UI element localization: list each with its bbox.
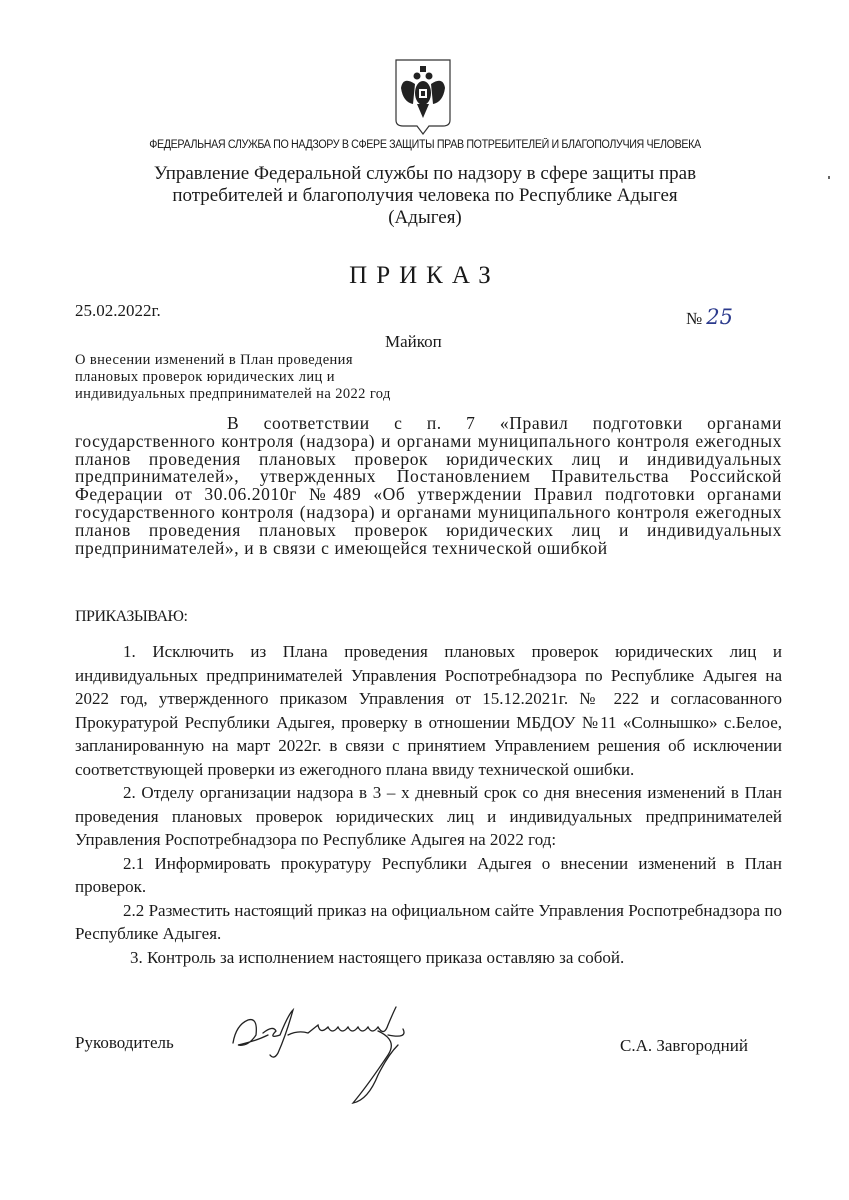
department-line: потребителей и благополучия человека по Республике Адыгея [172, 185, 678, 206]
preamble [75, 415, 782, 557]
order-item: 2. Отделу организации надзора в 3 – х дневный срок со дня внесения изменений в План проведения плановых проверок юридических лиц и индивидуальных предпринимателей Управления Роспотребнадзора по Республике Адыгея на 2022 год: [75, 783, 782, 849]
order-item: 2.1 Информировать прокуратуру Республики Адыгея о внесении изменений в План проверок. [75, 853, 782, 896]
number-label: № [686, 309, 703, 328]
department-line: Управление Федеральной службы по надзору в сфере защиты прав [153, 163, 697, 184]
department-name [60, 163, 790, 229]
order-item: 1. Исключить из Плана проведения плановых проверок юридических лиц и индивидуальных предпринимателей Управления Роспотребнадзора по Республике Адыгея на 2022 год, утвержденного приказом Управления от 15.12.2021г. № 222 и согласованного Прокуратурой Республики Адыгея, проверку в отношении МБДОУ №11 «Солнышко» с.Белое, запланированную на март 2022г. в связи с принятием Управлением решения об исключении соответствующей проверки из ежегодного плана ввиду технической ошибки. [75, 642, 782, 779]
agency-name: ФЕДЕРАЛЬНАЯ СЛУЖБА ПО НАДЗОРУ В СФЕРЕ ЗАЩИТЫ ПРАВ ПОТРЕБИТЕЛЕЙ И БЛАГОПОЛУЧИЯ ЧЕЛОВЕКА [149, 139, 701, 151]
order-item: 3. Контроль за исполнением настоящего приказа оставляю за собой. [130, 947, 625, 967]
city: Майкоп [385, 332, 442, 351]
coat-of-arms-icon [393, 58, 453, 136]
scan-speck [828, 176, 830, 179]
order-item: 2.2 Разместить настоящий приказ на официальном сайте Управления Роспотребнадзора по Республике Адыгея. [75, 900, 782, 943]
order-number [686, 305, 733, 329]
order-subject [75, 352, 391, 403]
order-date: 25.02.2022г. [75, 301, 161, 320]
department-line: (Адыгея) [388, 207, 462, 228]
subject-line: индивидуальных предпринимателей на 2022 год [75, 386, 391, 402]
signature-icon [228, 1005, 478, 1110]
document-title: ПРИКАЗ [349, 262, 500, 289]
subject-line: плановых проверок юридических лиц и [75, 369, 335, 385]
signatory-name: С.А. Завгородний [620, 1036, 748, 1055]
number-value: 25 [706, 305, 733, 329]
order-items [75, 640, 782, 969]
order-directive: ПРИКАЗЫВАЮ: [75, 608, 188, 625]
subject-line: О внесении изменений в План проведения [75, 352, 353, 368]
preamble-text: В соответствии с п. 7 «Правил подготовки органами государственного контроля (надзора) и органами муниципального контроля ежегодных планов проведения плановых проверок юридических лиц и индивидуальных предпринимателей», утвержденных Постановлением Правительства Российской Федерации от 30.06.2010г №489 «Об утверждении Правил подготовки органами государственного контроля (надзора) и органами муниципального контроля ежегодных планов проведения плановых проверок юридических лиц и индивидуальных предпринимателей», и в связи с имеющейся технической ошибкой [75, 413, 782, 558]
signatory-position: Руководитель [75, 1033, 174, 1052]
